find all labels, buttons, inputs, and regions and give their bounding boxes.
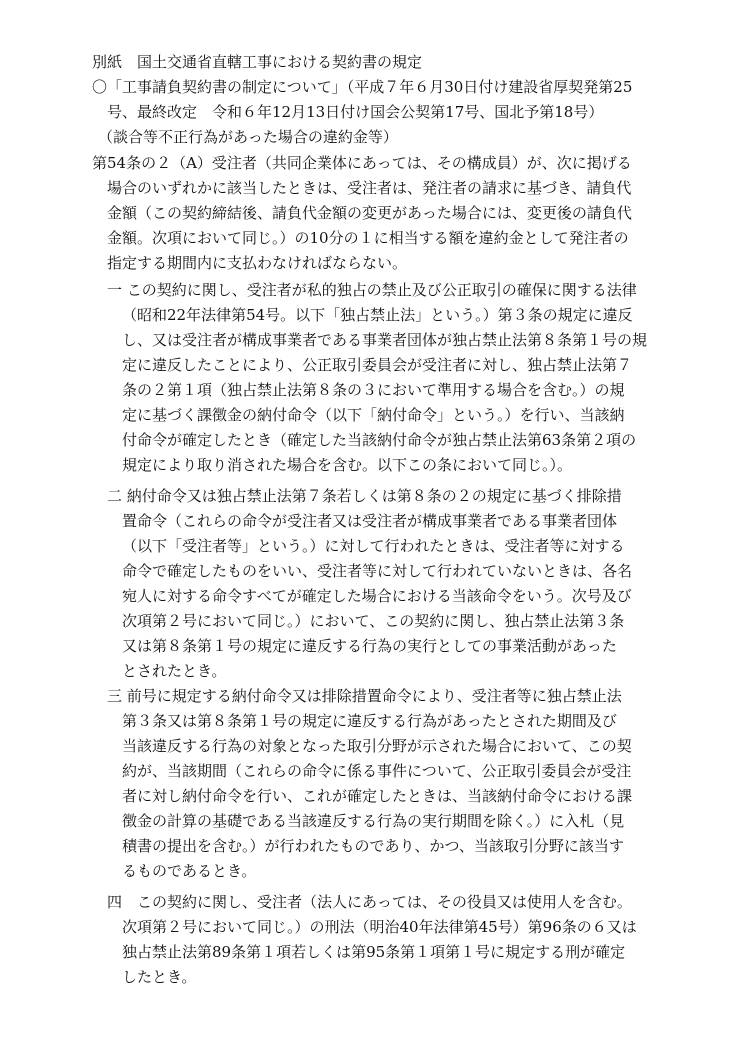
item-4-line-1: 四 この契約に関し、受注者（法人にあっては、その役員又は使用人を含む。	[107, 893, 632, 911]
item-2-line-7: 又は第８条第１号の規定に違反する行為の実行としての事業活動があった	[122, 637, 617, 655]
item-2-line-4: 命令で確定したものをいい、受注者等に対して行われていないときは、各名	[122, 562, 633, 580]
item-4-line-3: 独占禁止法第89条第１項若しくは第95条第１項第１号に規定する刑が確定	[122, 943, 626, 961]
item-2-line-8: とされたとき。	[122, 662, 227, 680]
item-1-line-3: し、又は受注者が構成事業者である事業者団体が独占禁止法第８条第１号の規	[122, 331, 648, 349]
item-1-line-5: 条の２第１項（独占禁止法第８条の３において準用する場合を含む。）の規	[122, 381, 625, 399]
item-2-line-2: 置命令（これらの命令が受注者又は受注者が構成事業者である事業者団体	[122, 512, 618, 530]
item-1-line-8: 規定により取り消された場合を含む。以下この条において同じ。）。	[122, 456, 573, 474]
item-2-line-6: 次項第２号において同じ。）において、この契約に関し、独占禁止法第３条	[122, 612, 625, 630]
article-line-5: 指定する期間内に支払わなければならない。	[107, 254, 408, 272]
item-3-line-1: 三 前号に規定する納付命令又は排除措置命令により、受注者等に独占禁止法	[107, 687, 622, 705]
item-1-line-6: 定に基づく課徴金の納付命令（以下「納付命令」という。）を行い、当該納	[122, 406, 625, 424]
item-1-line-1: 一 この契約に関し、受注者が私的独占の禁止及び公正取引の確保に関する法律	[107, 281, 637, 299]
article-line-4: 金額。次項において同じ。）の10分の１に相当する額を違約金として発注者の	[107, 229, 629, 247]
article-line-2: 場合のいずれかに該当したときは、受注者は、発注者の請求に基づき、請負代	[107, 179, 632, 197]
item-4-line-4: したとき。	[122, 968, 197, 986]
item-3-line-2: 第３条又は第８条第１号の規定に違反する行為があったとされた期間及び	[122, 712, 617, 730]
section-caption: （談合等不正行為があった場合の違約金等）	[98, 128, 398, 146]
item-2-line-3: （以下「受注者等」という。）に対して行われたときは、受注者等に対する	[122, 537, 625, 555]
item-3-line-8: るものであるとき。	[122, 862, 257, 880]
item-2-line-5: 宛人に対する命令すべてが確定した場合における当該命令をいう。次号及び	[122, 587, 632, 605]
item-3-line-4: 約が、当該期間（これらの命令に係る事件について、公正取引委員会が受注	[122, 762, 632, 780]
item-3-line-5: 者に対し納付命令を行い、これが確定したときは、当該納付命令における課	[122, 787, 633, 805]
item-3-line-3: 当該違反する行為の対象となった取引分野が示された場合において、この契	[122, 737, 632, 755]
item-2-line-1: 二 納付命令又は独占禁止法第７条若しくは第８条の２の規定に基づく排除措	[107, 487, 622, 505]
source-line-2: 号、最終改定 令和６年12月13日付け国会公契第17号、国北予第18号）	[107, 103, 604, 121]
article-line-3: 金額（この契約締結後、請負代金額の変更があった場合には、変更後の請負代	[107, 204, 632, 222]
item-3-line-6: 徴金の計算の基礎である当該違反する行為の実行期間を除く。）に入札（見	[122, 812, 625, 830]
item-1-line-2: （昭和22年法律第54号。以下「独占禁止法」という。）第３条の規定に違反	[122, 306, 633, 324]
source-line-1: 〇「工事請負契約書の制定について」（平成７年６月30日付け建設省厚契発第25	[92, 78, 633, 96]
item-4-line-2: 次項第２号において同じ。）の刑法（明治40年法律第45号）第96条の６又は	[122, 918, 637, 936]
item-1-line-4: 定に違反したことにより、公正取引委員会が受注者に対し、独占禁止法第７	[122, 356, 633, 374]
document-heading: 別紙 国土交通省直轄工事における契約書の規定	[92, 53, 423, 71]
article-line-1: 第54条の２（A）受注者（共同企業体にあっては、その構成員）が、次に掲げる	[92, 154, 632, 172]
item-1-line-7: 付命令が確定したとき（確定した当該納付命令が独占禁止法第63条第２項の	[122, 431, 637, 449]
item-3-line-7: 積書の提出を含む。）が行われたものであり、かつ、当該取引分野に該当す	[122, 837, 624, 855]
